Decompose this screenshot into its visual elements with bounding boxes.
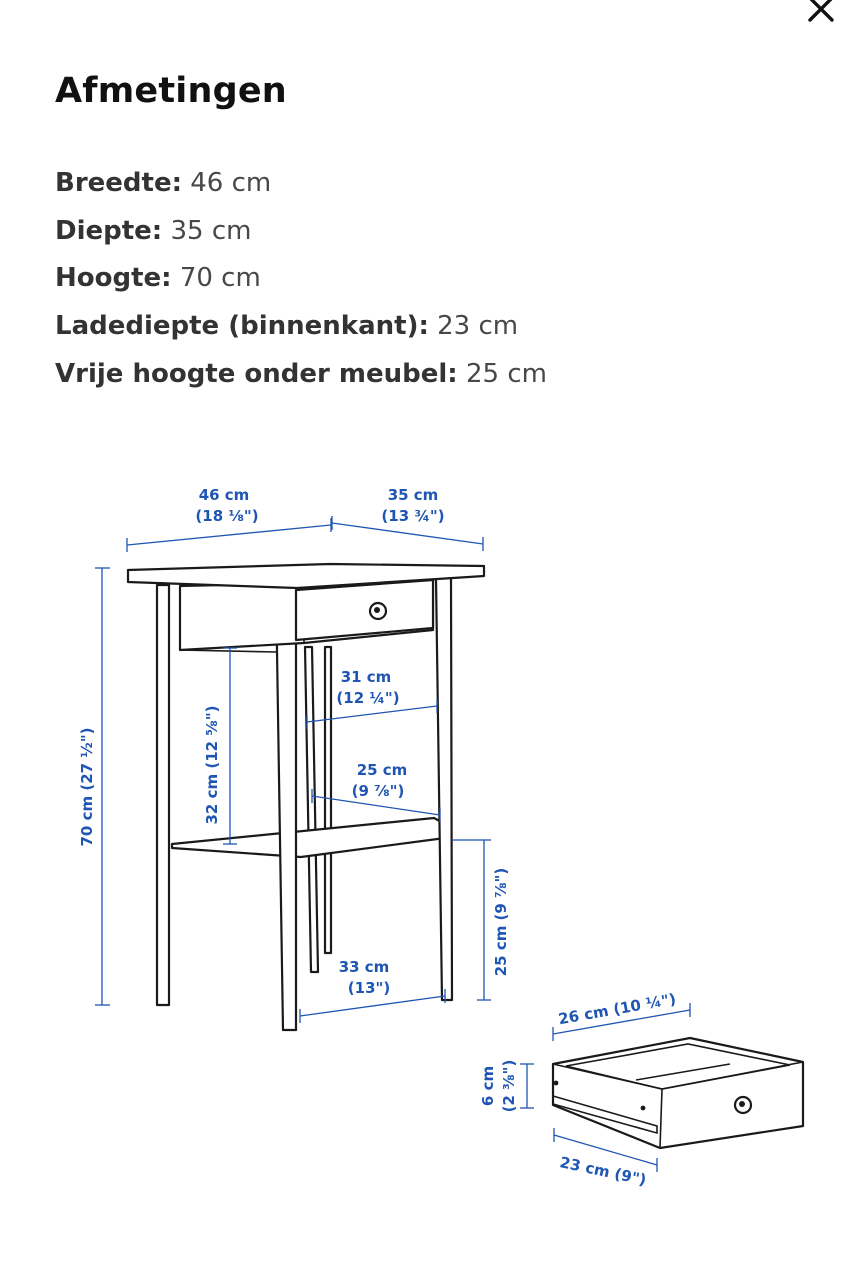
dim-inner-top-cm: 31 cm bbox=[340, 668, 392, 686]
spec-depth bbox=[55, 208, 547, 256]
dim-leg-span-cm: 33 cm bbox=[338, 958, 390, 976]
spec-drawer-depth bbox=[55, 303, 547, 351]
spec-label: Breedte: bbox=[55, 168, 182, 198]
close-icon bbox=[806, 0, 836, 24]
dimension-diagram bbox=[0, 420, 865, 1280]
dim-floor-clearance: 25 cm (9 ⅞") bbox=[492, 867, 510, 977]
spec-value: 25 cm bbox=[457, 358, 547, 389]
close-button[interactable] bbox=[798, 0, 844, 32]
dim-drawer-depth: 23 cm (9") bbox=[558, 1153, 648, 1190]
spec-label: Hoogte: bbox=[55, 263, 172, 294]
spec-width bbox=[55, 160, 547, 208]
spec-height bbox=[55, 255, 547, 303]
dim-depth-in: (13 ¾") bbox=[381, 507, 445, 525]
dim-depth-cm: 35 cm bbox=[387, 486, 439, 504]
page-title: Afmetingen bbox=[55, 71, 287, 111]
spec-label: Ladediepte (binnenkant): bbox=[55, 311, 429, 342]
dim-leg-span-in: (13") bbox=[347, 979, 391, 997]
dim-width-in: (18 ⅛") bbox=[195, 507, 259, 525]
dim-drawer-height-cm: 6 cm bbox=[479, 1065, 497, 1107]
spec-floor-clearance bbox=[55, 351, 547, 399]
spec-value: 46 cm bbox=[181, 168, 272, 198]
dim-shelf-gap: 32 cm (12 ⅝") bbox=[203, 705, 221, 825]
nightstand-drawing bbox=[128, 564, 484, 1030]
spec-label: Diepte: bbox=[55, 215, 163, 246]
spec-value: 35 cm bbox=[162, 215, 252, 246]
drawer-drawing bbox=[553, 1038, 803, 1148]
dim-drawer-width: 26 cm (10 ¼") bbox=[556, 989, 678, 1029]
spec-value: 23 cm bbox=[428, 311, 519, 342]
dim-drawer-height-in: (2 ⅜") bbox=[500, 1059, 518, 1113]
dim-inner-shelf-in: (9 ⅞") bbox=[351, 782, 405, 800]
spec-label: Vrije hoogte onder meubel: bbox=[55, 358, 458, 389]
dim-inner-shelf-cm: 25 cm bbox=[356, 761, 408, 779]
dim-height: 70 cm (27 ½") bbox=[78, 727, 96, 847]
dim-inner-top-in: (12 ¼") bbox=[336, 689, 400, 707]
dim-width-cm: 46 cm bbox=[198, 486, 250, 504]
dimensions-list bbox=[55, 160, 547, 398]
spec-value: 70 cm bbox=[171, 263, 261, 294]
